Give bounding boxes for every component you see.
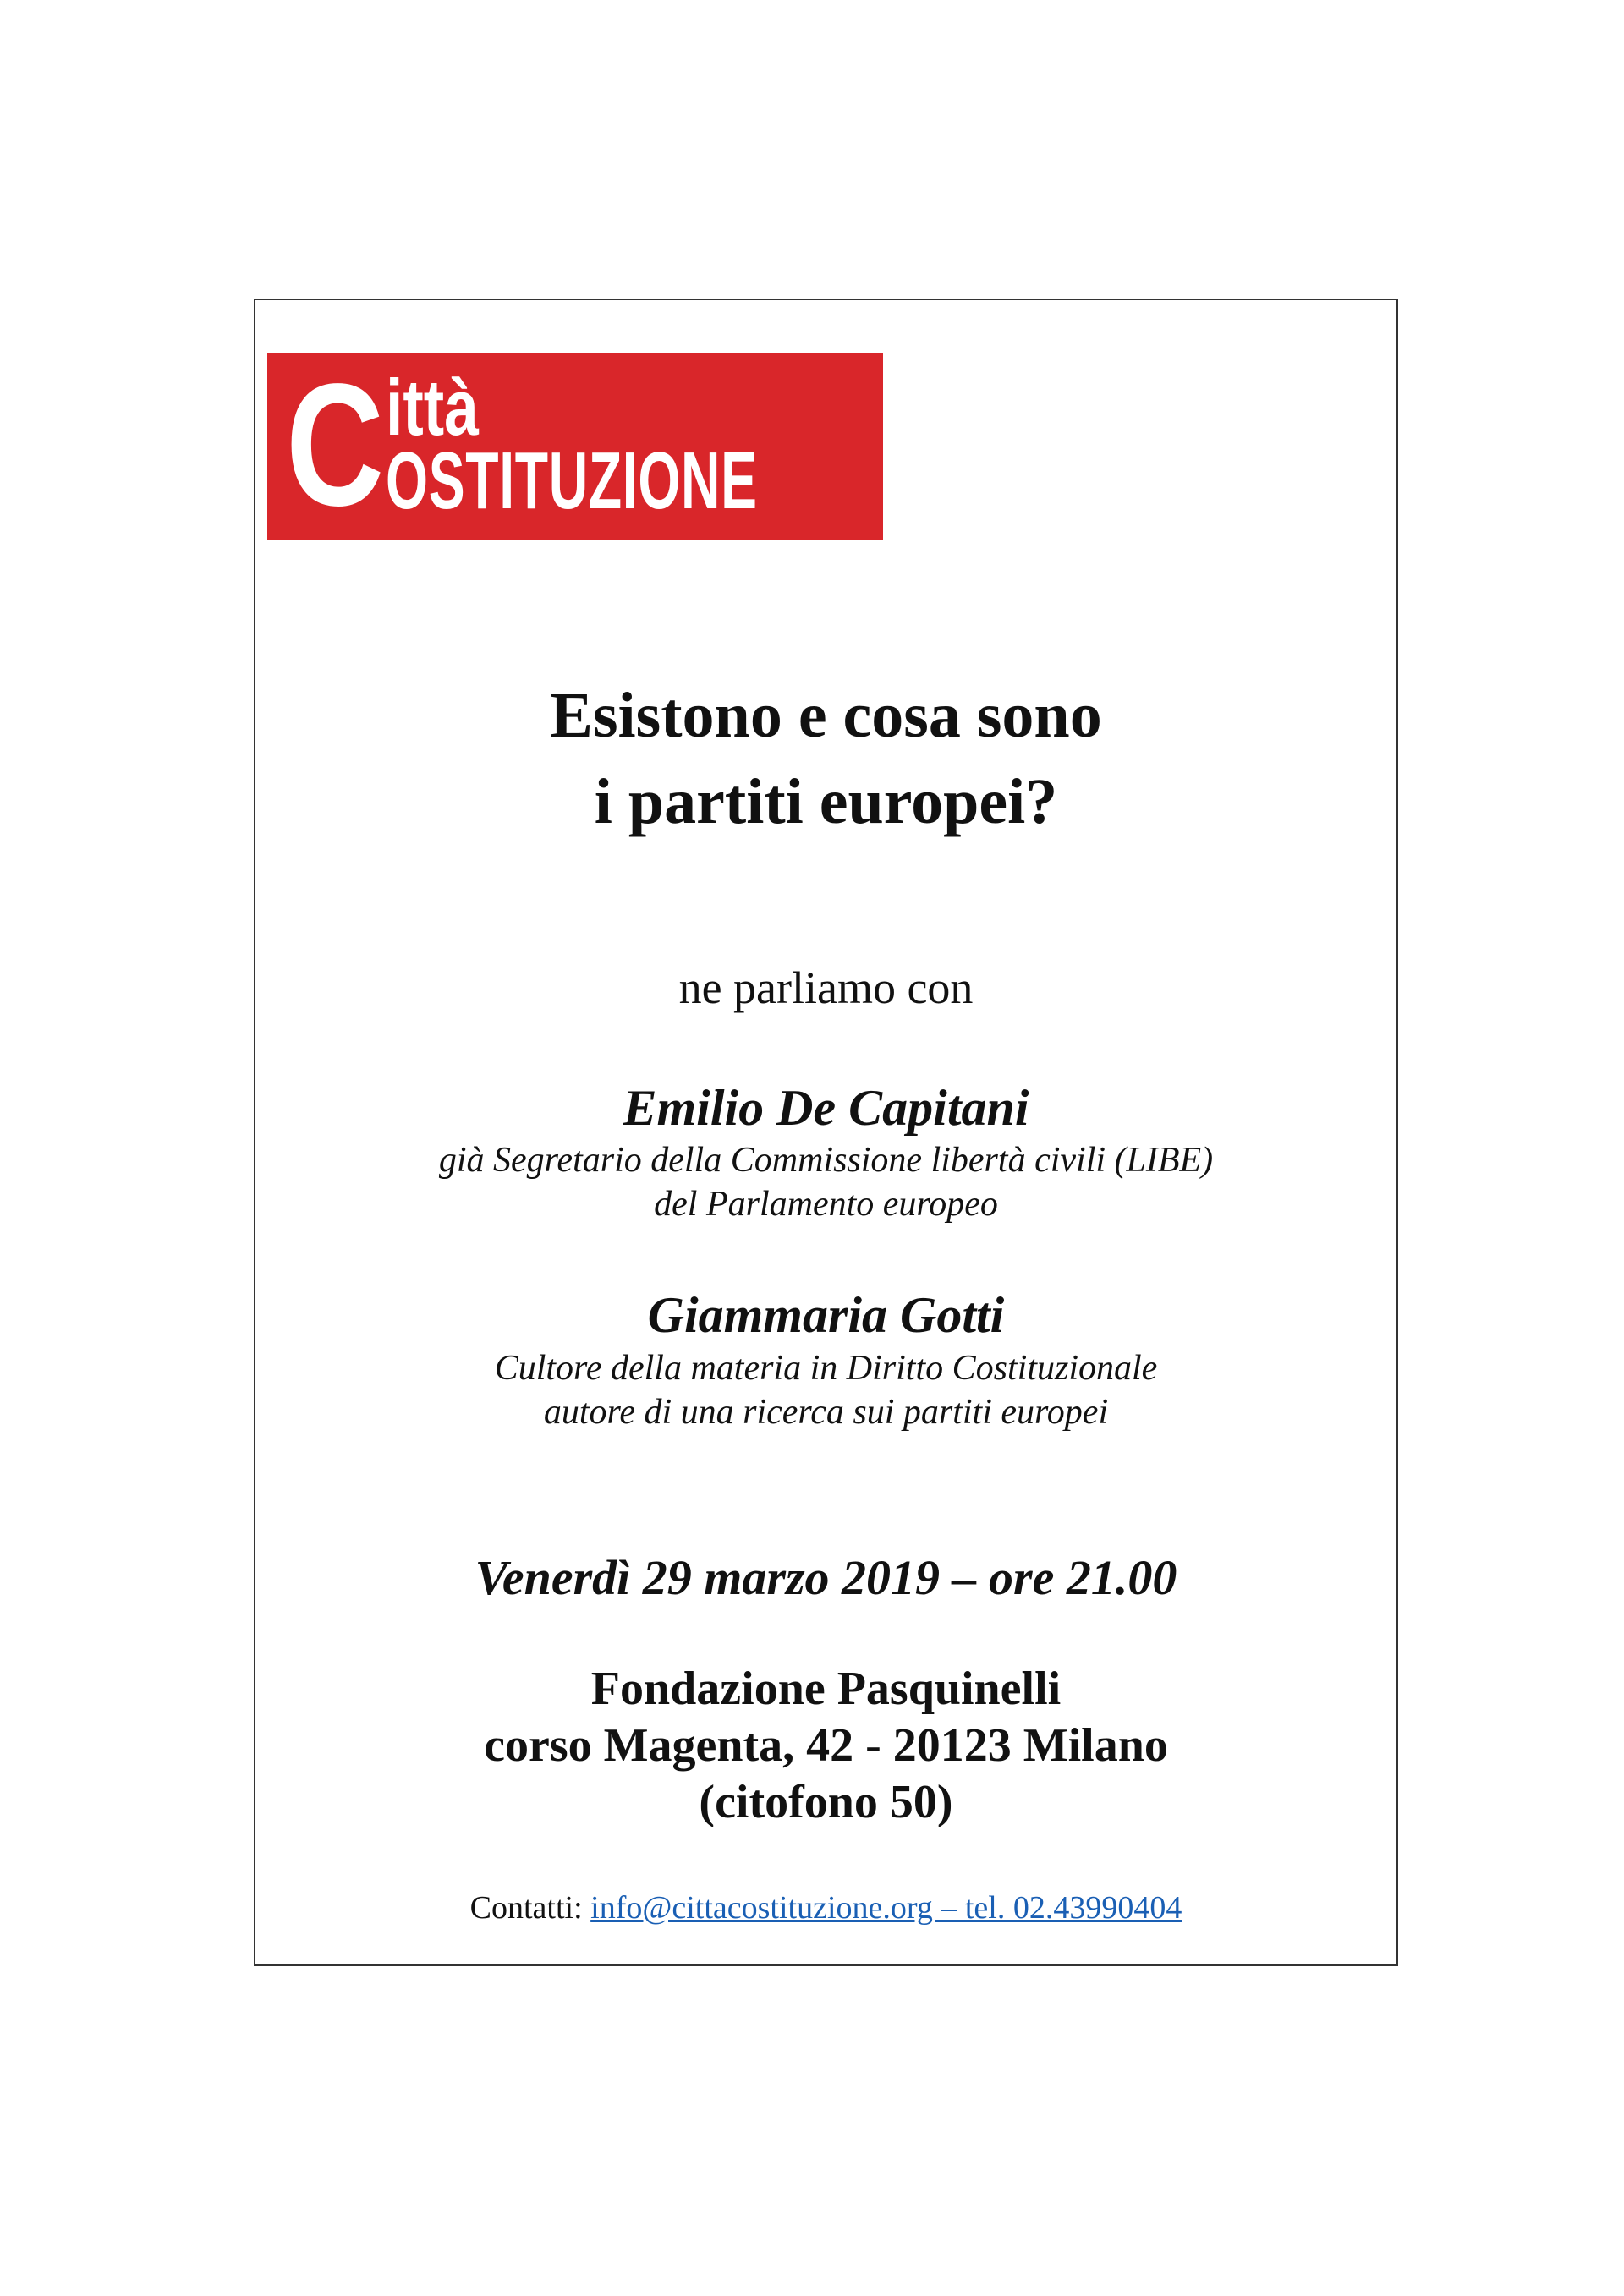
intro-text: ne parliamo con (678, 962, 974, 1013)
logo-bottom-line: OSTITUZIONE (386, 436, 758, 526)
speaker-2-role-line-1: Cultore della materia in Diritto Costituzionale (494, 1349, 1158, 1388)
contact-email-phone-link[interactable]: info@cittacostituzione.org – tel. 02.43990404 (590, 1890, 1182, 1926)
venue-intercom: (citofono 50) (699, 1776, 953, 1828)
speaker-2-name: Giammaria Gotti (647, 1287, 1005, 1343)
contacts-label: Contatti: (469, 1890, 583, 1926)
logo-top-line: ittà (386, 363, 479, 452)
headline-line-2: i partiti europei? (594, 766, 1058, 837)
contacts-line (254, 1888, 1398, 1927)
speaker-2-role-line-2: autore di una ricerca sui partiti europei (543, 1393, 1109, 1432)
speaker-1-role-line-2: del Parlamento europeo (654, 1185, 998, 1224)
logo-initial: C (286, 353, 385, 540)
event-datetime: Venerdì 29 marzo 2019 – ore 21.00 (475, 1550, 1177, 1605)
headline-line-1: Esistono e cosa sono (550, 680, 1102, 751)
event-headline (254, 672, 1398, 845)
venue-name: Fondazione Pasquinelli (590, 1663, 1062, 1715)
speaker-1-role-line-1: già Segretario della Commissione libertà civili (LIBE) (438, 1141, 1214, 1180)
venue-address: corso Magenta, 42 - 20123 Milano (484, 1719, 1168, 1772)
citta-costituzione-logo (267, 353, 883, 540)
speaker-1-name: Emilio De Capitani (623, 1080, 1029, 1136)
